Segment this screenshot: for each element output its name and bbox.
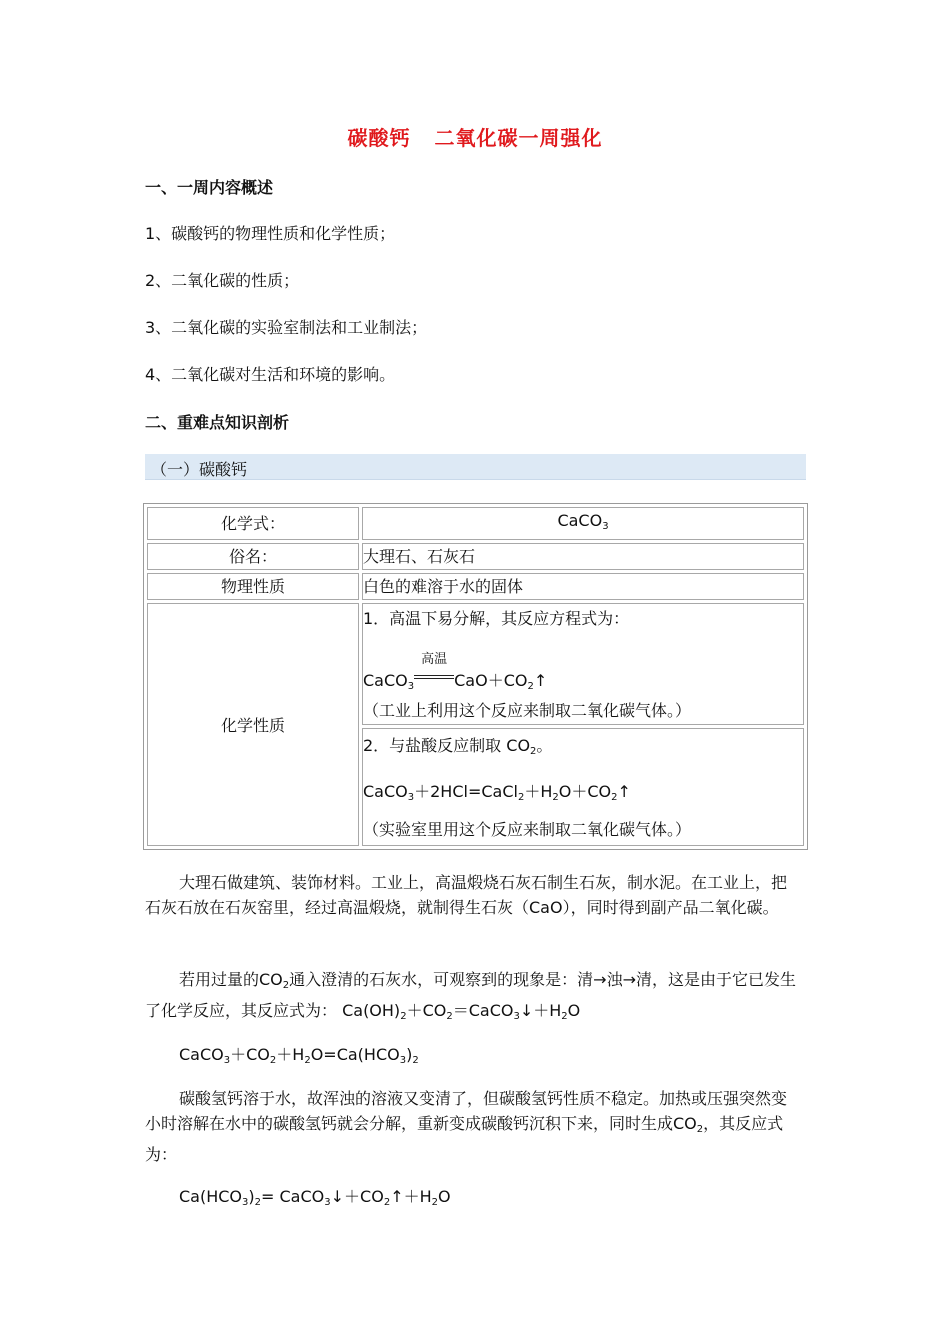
reaction-condition: 高温 <box>414 670 454 688</box>
common-name-key: 俗名： <box>147 543 359 570</box>
chem1-equation: CaCO$_3$ 高温 $CaO+CO_2↑$ <box>363 652 548 692</box>
chem2-equation: $CaCO_3+2HCl=CaCl_2+H_2O+CO_2↑$ <box>363 782 631 803</box>
page-title <box>0 122 950 151</box>
title-part2: 二氧化碳一周强化 <box>434 126 603 150</box>
physical-value: 白色的难溶于水的固体 <box>362 573 804 600</box>
paragraph-3: 碳酸氢钙溶于水，故浑浊的溶液又变清了，但碳酸氢钙性质不稳定。加热或压强突然变小时溶解在水中的碳酸氢钙就会分解，重新变成碳酸钙沉积下来，同时生成$CO_2$，其反应式为： <box>145 1089 788 1164</box>
paragraph-1: 大理石做建筑、装饰材料。工业上，高温煅烧石灰石制生石灰，制水泥。在工业上，把石灰石放在石灰窑里，经过高温煅烧，就制得生石灰（CaO），同时得到副产品二氧化碳。 <box>145 873 788 917</box>
subsection-label: （一）碳酸钙 <box>151 460 248 479</box>
chem1-intro: 1．高温下易分解，其反应方程式为： <box>363 609 630 628</box>
list-item: 3、二氧化碳的实验室制法和工业制法； <box>145 318 428 337</box>
table-row <box>147 573 804 600</box>
properties-table <box>143 503 808 850</box>
formula-key: 化学式： <box>147 507 359 540</box>
table-row <box>147 507 804 540</box>
physical-key: 物理性质 <box>147 573 359 600</box>
table-row <box>147 543 804 570</box>
chem-property-2 <box>362 728 804 846</box>
title-part1: 碳酸钙 <box>347 126 411 150</box>
table-row <box>147 603 804 725</box>
formula-value: CaCO$_3$ <box>362 507 804 540</box>
list-item: 1、碳酸钙的物理性质和化学性质； <box>145 224 396 243</box>
chem-property-1 <box>362 603 804 725</box>
paragraph-2: 若用过量的$CO_2$通入澄清的石灰水，可观察到的现象是：清→浊→清，这是由于它已发生了化学反应，其反应式为： $Ca(OH)_2+CO_2=CaCO_3↓+H_2O$ <box>145 970 796 1022</box>
equation-2: $Ca(HCO_3)_2=$ $CaCO_3↓+CO_2↑+H_2O$ <box>179 1187 451 1208</box>
chem2-intro: 2．与盐酸反应制取 $CO_2$。 <box>363 736 553 757</box>
chemical-key: 化学性质 <box>147 603 359 846</box>
list-item: 2、二氧化碳的性质； <box>145 271 300 290</box>
section1-heading: 一、一周内容概述 <box>145 178 274 197</box>
section2-heading: 二、重难点知识剖析 <box>145 413 290 432</box>
common-name-value: 大理石、石灰石 <box>362 543 804 570</box>
chem1-note: （工业上利用这个反应来制取二氧化碳气体。） <box>363 701 692 720</box>
list-item: 4、二氧化碳对生活和环境的影响。 <box>145 365 396 384</box>
equation-1: $CaCO_3+CO_2+H_2O=Ca(HCO_3)_2$ <box>179 1045 419 1066</box>
subsection-band <box>145 454 806 480</box>
chem2-note: （实验室里用这个反应来制取二氧化碳气体。） <box>363 820 692 839</box>
